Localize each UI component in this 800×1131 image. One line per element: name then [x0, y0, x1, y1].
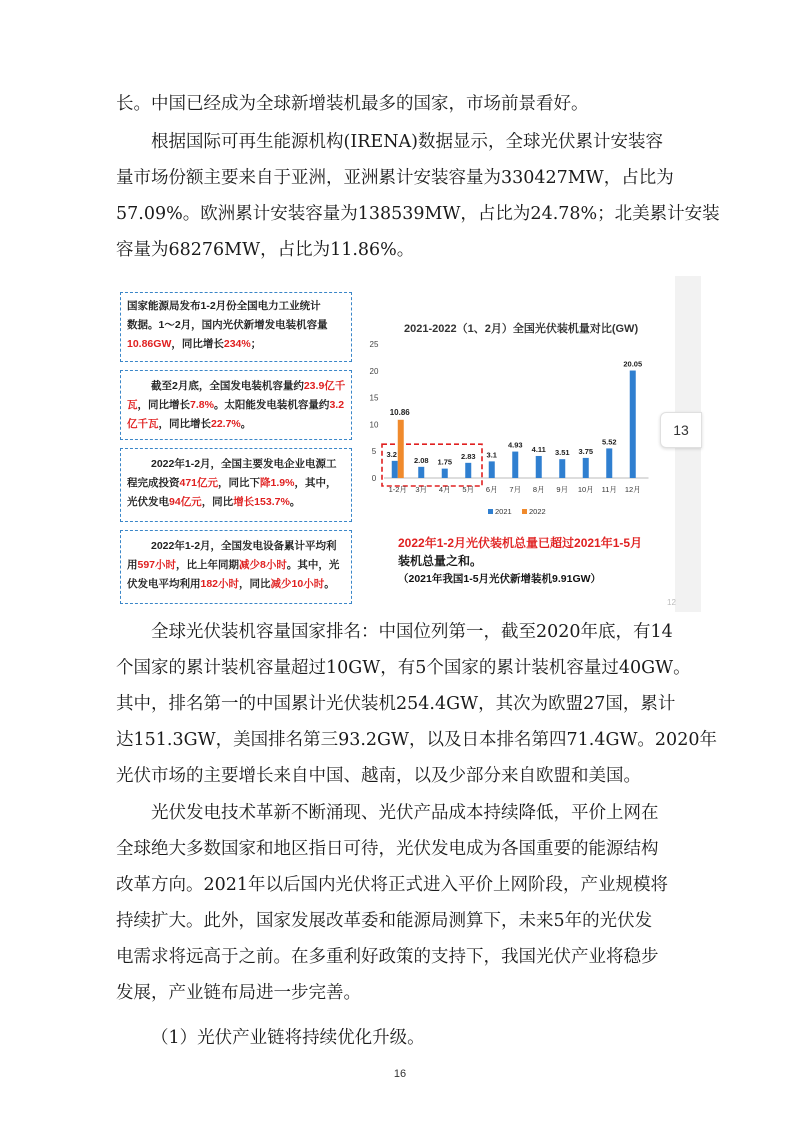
- x-tick-label: 7月: [509, 485, 522, 494]
- data-label-2022: 10.86: [389, 407, 410, 417]
- highlight-value: 7.8%: [190, 399, 214, 411]
- info-box-line: [127, 415, 345, 434]
- highlight-value: 减少10小时: [270, 578, 325, 590]
- data-label-2021: 5.52: [601, 437, 617, 447]
- x-tick-label: 9月: [556, 485, 569, 494]
- info-text: 。: [324, 578, 335, 590]
- data-label-2021: 20.05: [623, 359, 643, 369]
- bar-2021: [489, 461, 495, 478]
- text-line: 量市场份额主要来自于亚洲，亚洲累计安装容量为330427MW，占比为: [116, 168, 674, 188]
- chart-note-text: 2022年1-2月光伏装机总量已超过2021年1-5月: [398, 536, 643, 550]
- y-tick-label: 25: [369, 340, 379, 349]
- highlight-value: 亿千瓦: [127, 418, 159, 430]
- info-text: 。其中，光: [286, 559, 340, 571]
- info-text: ，其中，: [294, 477, 337, 489]
- info-box-line: [127, 377, 345, 396]
- paragraph-4: [116, 795, 700, 1011]
- data-label-2021: 4.11: [531, 444, 546, 454]
- x-tick-label: 8月: [532, 485, 545, 494]
- y-tick-label: 20: [369, 366, 379, 376]
- text-line: 改革方向。2021年以后国内光伏将正式进入平价上网阶段，产业规模将: [116, 875, 669, 895]
- highlight-value: 182小时: [200, 578, 240, 590]
- info-box-4: [120, 530, 352, 604]
- info-box-line: [127, 396, 345, 415]
- info-box-line: [127, 474, 345, 493]
- x-tick-label: 11月: [601, 485, 617, 494]
- bar-2021: [559, 459, 565, 478]
- bar-2021: [465, 463, 471, 478]
- y-tick-label: 15: [369, 393, 379, 403]
- text-line: 其中，排名第一的中国累计光伏装机254.4GW，其次为欧盟27国，累计: [116, 694, 676, 714]
- x-tick-label: 4月: [438, 485, 451, 494]
- bar-2021: [583, 458, 589, 478]
- data-label-2021: 1.75: [437, 457, 453, 467]
- info-text: ，同比增长: [137, 399, 190, 411]
- legend-swatch: [488, 509, 493, 514]
- bar-2022: [398, 420, 404, 478]
- highlight-value: 3.2: [329, 399, 345, 411]
- slide-footer-number: 12: [667, 598, 676, 607]
- highlight-value: 减少8小时: [239, 559, 287, 571]
- info-text: 用: [127, 559, 138, 571]
- data-label-2021: 3.2: [386, 449, 397, 459]
- paragraph-1: [116, 86, 700, 122]
- chart-note-text: （2021年我国1-5月光伏新增装机9.91GW）: [398, 573, 602, 585]
- info-box-line: [127, 316, 345, 335]
- chart-note-line-1: [398, 534, 642, 551]
- chart-note-line-3: [398, 571, 601, 586]
- paragraph-3: [116, 614, 717, 794]
- info-text: 光伏发电: [127, 496, 169, 508]
- x-tick-label: 3月: [415, 485, 428, 494]
- x-tick-label: 5月: [462, 485, 475, 494]
- info-text: ，同比增长: [171, 338, 224, 350]
- legend-swatch: [522, 509, 527, 514]
- highlight-value: 471亿元: [179, 477, 219, 489]
- text-line: 个国家的累计装机容量超过10GW，有5个国家的累计装机容量过40GW。: [116, 658, 691, 678]
- info-box-3: [120, 448, 352, 522]
- highlight-value: 瓦: [127, 399, 138, 411]
- highlight-value: 23.9亿千: [303, 380, 346, 392]
- info-text: ，同比下: [218, 477, 261, 489]
- bar-2021: [392, 461, 398, 478]
- x-tick-label: 12月: [624, 485, 641, 494]
- bar-2021: [536, 456, 542, 478]
- text-line: 根据国际可再生能源机构(IRENA)数据显示，全球光伏累计安装容: [151, 132, 663, 152]
- text-line: 光伏市场的主要增长来自中国、越南，以及少部分来自欧盟和美国。: [116, 766, 641, 786]
- info-box-line: [127, 297, 345, 316]
- text-line: 光伏发电技术革新不断涌现、光伏产品成本持续降低，平价上网在: [151, 803, 659, 823]
- highlight-value: 10.86GW: [127, 338, 172, 350]
- text-line: 达151.3GW，美国排名第三93.2GW，以及日本排名第四71.4GW。2020年: [116, 730, 717, 750]
- info-text: 。: [289, 496, 301, 508]
- x-tick-label: 6月: [485, 485, 498, 494]
- bar-2021: [418, 467, 424, 478]
- bar-2021: [442, 469, 448, 478]
- info-text: 截至2月底，全国发电装机容量约: [151, 380, 304, 392]
- bar-2021: [606, 448, 612, 478]
- x-tick-label: 10月: [577, 485, 594, 494]
- highlight-value: 597小时: [137, 559, 177, 571]
- info-text: 程完成投资: [127, 477, 180, 489]
- legend-label: 2022: [529, 507, 546, 516]
- highlight-value: 234%: [223, 338, 251, 350]
- y-tick-label: 5: [371, 447, 377, 457]
- info-text: 2022年1-2月，全国主要发电企业电源工: [151, 458, 337, 470]
- page-number: 16: [393, 1068, 407, 1080]
- highlight-value: 94亿元: [169, 496, 202, 508]
- info-text: 。: [240, 418, 252, 430]
- y-tick-label: 10: [369, 420, 379, 430]
- text-line: 全球光伏装机容量国家排名：中国位列第一，截至2020年底，有14: [151, 622, 673, 642]
- paragraph-2: [116, 124, 720, 268]
- info-box-line: [127, 537, 345, 556]
- info-box-line: [127, 493, 345, 512]
- data-label-2021: 2.08: [413, 455, 429, 465]
- info-text: ；: [250, 338, 262, 350]
- info-text: 数据。1～2月，国内光伏新增发电装机容量: [127, 319, 328, 331]
- data-label-2021: 3.75: [578, 446, 594, 456]
- x-tick-label: 1-2月: [388, 485, 407, 494]
- info-text: ，同比: [239, 578, 271, 590]
- data-label-2021: 3.1: [486, 450, 497, 460]
- text-line: 电需求将远高于之前。在多重利好政策的支持下，我国光伏产业将稳步: [116, 947, 659, 967]
- bar-2021: [630, 371, 636, 478]
- info-box-line: [127, 556, 345, 575]
- y-tick-label: 0: [371, 474, 377, 483]
- data-label-2021: 3.51: [554, 448, 570, 458]
- info-box-line: [127, 455, 345, 474]
- chart-note-line-2: [398, 552, 482, 569]
- bar-2021: [512, 452, 518, 478]
- info-text: 。太阳能发电装机容量约: [213, 399, 330, 411]
- bar-chart: [360, 338, 660, 522]
- info-box-line: [127, 575, 345, 594]
- text-line: 容量为68276MW，占比为11.86%。: [116, 240, 415, 260]
- info-text: 国家能源局发布1-2月份全国电力工业统计: [127, 300, 321, 312]
- text-line: （1）光伏产业链将持续优化升级。: [151, 1028, 425, 1048]
- chart-title: 2021-2022（1、2月）全国光伏装机量对比(GW): [404, 323, 639, 335]
- text-line: 发展，产业链布局进一步完善。: [116, 983, 361, 1003]
- highlight-value: 增长153.7%: [233, 496, 290, 508]
- legend-label: 2021: [495, 507, 512, 516]
- data-label-2021: 4.93: [507, 440, 523, 450]
- data-label-2021: 2.83: [460, 451, 476, 461]
- info-box-2: [120, 370, 352, 440]
- paragraph-5: [116, 1020, 700, 1056]
- slide-page-badge[interactable]: 13: [660, 412, 702, 448]
- info-box-line: [127, 335, 345, 354]
- highlight-value: 降1.9%: [260, 477, 295, 489]
- info-text: ，同比: [201, 496, 234, 508]
- info-text: ，比上年同期: [176, 559, 240, 571]
- info-text: 伏发电平均利用: [127, 578, 201, 590]
- info-text: 2022年1-2月，全国发电设备累计平均利: [151, 540, 337, 552]
- highlight-value: 22.7%: [211, 418, 241, 430]
- text-line: 持续扩大。此外，国家发展改革委和能源局测算下，未来5年的光伏发: [116, 911, 653, 931]
- chart-note-text: 装机总量之和。: [398, 554, 483, 568]
- text-line: 57.09%。欧洲累计安装容量为138539MW，占比为24.78%；北美累计安装: [116, 204, 720, 224]
- info-box-1: [120, 292, 352, 362]
- text-line: 全球绝大多数国家和地区指日可待，光伏发电成为各国重要的能源结构: [116, 839, 659, 859]
- info-text: ，同比增长: [158, 418, 211, 430]
- text-line: 长。中国已经成为全球新增装机最多的国家，市场前景看好。: [116, 94, 589, 114]
